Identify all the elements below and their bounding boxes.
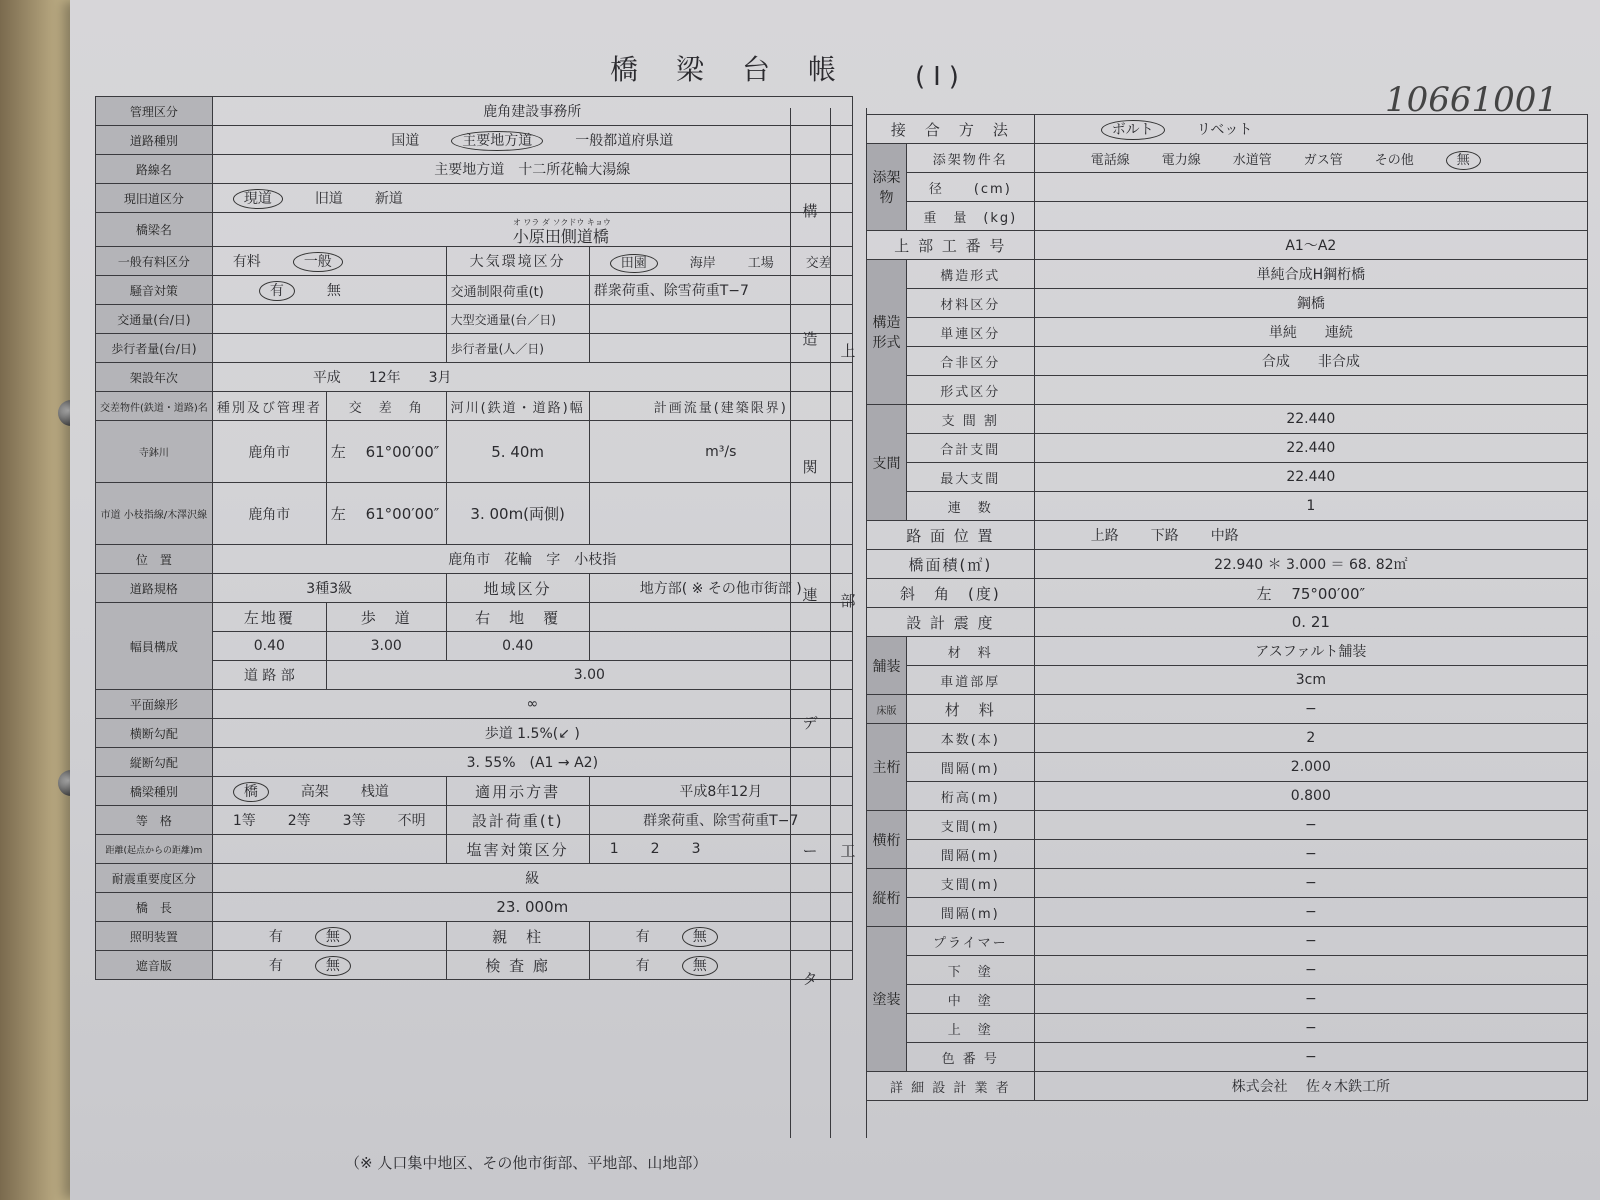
row-label: 車道部厚 bbox=[906, 666, 1034, 695]
designer-label: 詳 細 設 計 業 者 bbox=[867, 1072, 1035, 1101]
inspection-label: 検 査 廊 bbox=[446, 951, 589, 980]
option-label: 有 bbox=[268, 929, 283, 945]
row-value: 単純合成H鋼桁橋 bbox=[1034, 260, 1587, 289]
table-row bbox=[96, 806, 853, 835]
table-row bbox=[96, 334, 853, 363]
table-row bbox=[867, 956, 1588, 985]
row-value: 3cm bbox=[1034, 666, 1587, 695]
table-row bbox=[96, 421, 853, 483]
table-row bbox=[867, 869, 1588, 898]
table-row bbox=[96, 155, 853, 184]
table-row bbox=[867, 695, 1588, 724]
option-label: 無 bbox=[682, 956, 718, 976]
quake-class: 級 bbox=[212, 864, 852, 893]
table-row bbox=[96, 126, 853, 155]
area-value: 地方部( ※ その他市街部 ) bbox=[589, 574, 852, 603]
row-label: 幅員構成 bbox=[96, 603, 213, 690]
table-row bbox=[96, 719, 853, 748]
table-row bbox=[867, 1072, 1588, 1101]
page-title: 橋梁台帳 bbox=[610, 53, 875, 86]
option-label: 桟道 bbox=[360, 784, 389, 800]
table-row bbox=[867, 840, 1588, 869]
seismic-value: 0. 21 bbox=[1034, 608, 1587, 637]
row-value: − bbox=[1034, 898, 1587, 927]
row-label: 橋梁名 bbox=[96, 213, 213, 247]
option-label: 無 bbox=[315, 956, 351, 976]
table-row bbox=[96, 893, 853, 922]
cross-header: 交 差 角 bbox=[326, 392, 446, 421]
row-label: 管理区分 bbox=[96, 97, 213, 126]
table-row bbox=[96, 603, 853, 632]
handwritten-number: 10661001 bbox=[1385, 80, 1559, 120]
office-name: 鹿角建設事務所 bbox=[212, 97, 852, 126]
row-value: − bbox=[1034, 1043, 1587, 1072]
cross-flow: m³/s bbox=[589, 421, 852, 483]
bridge-type-options bbox=[212, 777, 446, 806]
width-value: 0.40 bbox=[212, 632, 326, 661]
joint-label: 接 合 方 法 bbox=[867, 115, 1035, 144]
row-label: 架設年次 bbox=[96, 363, 213, 392]
group-label: 縦桁 bbox=[867, 869, 907, 927]
row-value: 2 bbox=[1034, 724, 1587, 753]
designer-name: 株式会社 佐々木鉄工所 bbox=[1034, 1072, 1587, 1101]
table-row bbox=[867, 289, 1588, 318]
road-std: 3種3級 bbox=[212, 574, 446, 603]
cross-header: 河川(鉄道・道路)幅 bbox=[446, 392, 589, 421]
width-value: 3.00 bbox=[326, 632, 446, 661]
option-label: 水道管 bbox=[1232, 152, 1272, 168]
row-label: 支間(m) bbox=[906, 811, 1034, 840]
row-label: 間隔(m) bbox=[906, 753, 1034, 782]
road-name: 主要地方道 十二所花輪大湯線 bbox=[212, 155, 852, 184]
row-label: 横断勾配 bbox=[96, 719, 213, 748]
cross-slope: 歩道 1.5%(↙ ) bbox=[212, 719, 852, 748]
width-header: 左地覆 bbox=[212, 603, 326, 632]
table-row bbox=[867, 782, 1588, 811]
table-row bbox=[96, 483, 853, 545]
vertical-char: デ bbox=[802, 714, 818, 732]
cross-angle: 左 61°00′00″ bbox=[326, 483, 446, 545]
row-value: 22.440 bbox=[1034, 434, 1587, 463]
table-row bbox=[867, 115, 1588, 144]
group-label: 添架物 bbox=[867, 144, 907, 231]
table-row bbox=[96, 363, 853, 392]
row-value: 22.440 bbox=[1034, 405, 1587, 434]
table-row bbox=[867, 318, 1588, 347]
signal-options bbox=[212, 276, 446, 305]
width-header: 右 地 覆 bbox=[446, 603, 589, 632]
cross-manager: 鹿角市 bbox=[212, 421, 326, 483]
option-label: 田園 bbox=[610, 254, 658, 273]
location: 鹿角市 花輪 字 小枝指 bbox=[212, 545, 852, 574]
road-part-label: 道 路 部 bbox=[212, 661, 326, 690]
option-label: 現道 bbox=[233, 189, 283, 209]
row-label: 支 間 割 bbox=[906, 405, 1034, 434]
vertical-char: タ bbox=[802, 970, 818, 988]
row-label: 桁高(m) bbox=[906, 782, 1034, 811]
group-label: 構造形式 bbox=[867, 260, 907, 405]
cell bbox=[1034, 202, 1587, 231]
salt-label: 塩害対策区分 bbox=[446, 835, 589, 864]
row-value: 22.440 bbox=[1034, 463, 1587, 492]
table-row bbox=[96, 922, 853, 951]
option-label: 有料 bbox=[232, 254, 261, 270]
built-date: 平成 12年 3月 bbox=[212, 363, 852, 392]
attach-options bbox=[1034, 144, 1587, 173]
road-class-options bbox=[212, 126, 852, 155]
load-limit-value: 群衆荷重、除雪荷重T−7 bbox=[589, 276, 852, 305]
row-label: 道路規格 bbox=[96, 574, 213, 603]
row-label: 材 料 bbox=[906, 695, 1034, 724]
row-label: 下 塗 bbox=[906, 956, 1034, 985]
super-no: A1〜A2 bbox=[1034, 231, 1587, 260]
table-row bbox=[867, 1043, 1588, 1072]
spec-label: 適用示方書 bbox=[446, 777, 589, 806]
table-row bbox=[96, 690, 853, 719]
option-label: 海岸 bbox=[689, 255, 716, 271]
option-label: 2等 bbox=[287, 813, 311, 829]
row-label: 一般有料区分 bbox=[96, 247, 213, 276]
row-label: 間隔(m) bbox=[906, 840, 1034, 869]
table-row bbox=[867, 260, 1588, 289]
width-header: 歩 道 bbox=[326, 603, 446, 632]
cross-name: 寺鉢川 bbox=[96, 421, 213, 483]
vertical-label-superstructure bbox=[830, 340, 866, 1090]
table-row bbox=[867, 811, 1588, 840]
load-limit-label: 交通制限荷重(t) bbox=[446, 276, 589, 305]
table-row bbox=[96, 276, 853, 305]
option-label: 3等 bbox=[342, 813, 366, 829]
table-row bbox=[96, 864, 853, 893]
spec-value: 平成8年12月 bbox=[589, 777, 852, 806]
table-row bbox=[867, 898, 1588, 927]
table-row bbox=[867, 608, 1588, 637]
table-row bbox=[867, 202, 1588, 231]
option-label: 上路 bbox=[1090, 528, 1119, 544]
row-label: 構造形式 bbox=[906, 260, 1034, 289]
table-row bbox=[867, 1014, 1588, 1043]
option-label: 旧道 bbox=[314, 191, 343, 207]
cross-header: 計画流量(建築限界) bbox=[589, 392, 852, 421]
cross-width: 3. 00m(両側) bbox=[446, 483, 589, 545]
row-value: − bbox=[1034, 927, 1587, 956]
row-label: 合非区分 bbox=[906, 347, 1034, 376]
row-label: 材料区分 bbox=[906, 289, 1034, 318]
option-label: 電話線 bbox=[1090, 152, 1130, 168]
row-value: − bbox=[1034, 1014, 1587, 1043]
row-label: 間隔(m) bbox=[906, 898, 1034, 927]
option-label: 1 bbox=[609, 841, 619, 857]
vertical-char: 関 bbox=[802, 458, 818, 476]
row-value: − bbox=[1034, 956, 1587, 985]
table-row bbox=[867, 434, 1588, 463]
diameter-label: 径 (cm) bbox=[906, 173, 1034, 202]
attach-label: 添架物件名 bbox=[906, 144, 1034, 173]
weight-label: 重 量 (kg) bbox=[906, 202, 1034, 231]
table-row bbox=[96, 97, 853, 126]
lighting-options bbox=[212, 922, 446, 951]
option-label: 中路 bbox=[1210, 528, 1239, 544]
row-label: 形式区分 bbox=[906, 376, 1034, 405]
option-label: 一般都道府県道 bbox=[575, 133, 674, 149]
table-row bbox=[867, 521, 1588, 550]
table-row bbox=[96, 777, 853, 806]
row-label: 橋 長 bbox=[96, 893, 213, 922]
table-row bbox=[96, 574, 853, 603]
row-value: − bbox=[1034, 840, 1587, 869]
option-label: 無 bbox=[315, 927, 351, 947]
option-label: 2 bbox=[650, 841, 660, 857]
road-part-value: 3.00 bbox=[326, 661, 852, 690]
row-label: 橋梁種別 bbox=[96, 777, 213, 806]
cross-name: 市道 小枝指線/木澤沢線 bbox=[96, 483, 213, 545]
table-row bbox=[96, 184, 853, 213]
table-row bbox=[867, 579, 1588, 608]
vertical-char: ー bbox=[802, 842, 818, 860]
row-label: 色 番 号 bbox=[906, 1043, 1034, 1072]
table-row bbox=[867, 463, 1588, 492]
bridge-name-cell bbox=[212, 213, 852, 247]
row-label: 歩行者量(台/日) bbox=[96, 334, 213, 363]
row-label: 現旧道区分 bbox=[96, 184, 213, 213]
table-row bbox=[867, 144, 1588, 173]
divider-line bbox=[790, 108, 791, 1138]
option-label: 無 bbox=[326, 283, 341, 299]
cross-angle: 左 61°00′00″ bbox=[326, 421, 446, 483]
cell bbox=[1034, 173, 1587, 202]
option-label: 電力線 bbox=[1161, 152, 1201, 168]
option-label: 工場 bbox=[747, 255, 774, 271]
option-label: 不明 bbox=[397, 813, 426, 829]
row-label: 平面線形 bbox=[96, 690, 213, 719]
row-label: 交通量(台/日) bbox=[96, 305, 213, 334]
row-label: 交差物件(鉄道・道路)名 bbox=[96, 392, 213, 421]
sign-options bbox=[212, 951, 446, 980]
page-title-suffix: (I) bbox=[915, 62, 967, 92]
table-row bbox=[867, 724, 1588, 753]
row-label: 位 置 bbox=[96, 545, 213, 574]
table-row bbox=[867, 231, 1588, 260]
group-label: 塗装 bbox=[867, 927, 907, 1072]
cell bbox=[212, 334, 446, 363]
cell bbox=[212, 305, 446, 334]
option-label: 3 bbox=[691, 841, 701, 857]
row-label: 耐震重要度区分 bbox=[96, 864, 213, 893]
row-value: 2.000 bbox=[1034, 753, 1587, 782]
oyabashira-label: 親 柱 bbox=[446, 922, 589, 951]
table-row bbox=[96, 305, 853, 334]
option-label: 1等 bbox=[232, 813, 256, 829]
option-label: 新道 bbox=[374, 191, 403, 207]
row-label: 縦断勾配 bbox=[96, 748, 213, 777]
bridge-length: 23. 000m bbox=[212, 893, 852, 922]
row-label: 材 料 bbox=[906, 637, 1034, 666]
skew-value: 左 75°00′00″ bbox=[1034, 579, 1587, 608]
table-row bbox=[867, 637, 1588, 666]
option-label: 主要地方道 bbox=[451, 131, 543, 151]
option-label: 交差 bbox=[805, 255, 832, 271]
row-label: 上 塗 bbox=[906, 1014, 1034, 1043]
table-row bbox=[96, 748, 853, 777]
cross-width: 5. 40m bbox=[446, 421, 589, 483]
row-label: 照明装置 bbox=[96, 922, 213, 951]
bridge-ruby: オ ワラ ダ ソクドウ キョウ bbox=[512, 217, 611, 227]
row-label: 本数(本) bbox=[906, 724, 1034, 753]
width-value: 0.40 bbox=[446, 632, 589, 661]
table-row bbox=[867, 927, 1588, 956]
row-value: 鋼橋 bbox=[1034, 289, 1587, 318]
surface-pos-options bbox=[1034, 521, 1587, 550]
row-value: − bbox=[1034, 695, 1587, 724]
option-label: 橋 bbox=[233, 782, 269, 802]
table-row bbox=[96, 392, 853, 421]
row-label: 最大支間 bbox=[906, 463, 1034, 492]
table-row bbox=[867, 173, 1588, 202]
row-value: − bbox=[1034, 985, 1587, 1014]
option-label: 有 bbox=[635, 958, 650, 974]
option-label: 一般 bbox=[293, 252, 343, 272]
design-load-label: 設計荷重(t) bbox=[446, 806, 589, 835]
group-label: 支間 bbox=[867, 405, 907, 521]
option-label: 国道 bbox=[391, 133, 420, 149]
table-row bbox=[96, 835, 853, 864]
area-label: 橋面積(㎡) bbox=[867, 550, 1035, 579]
row-label: 路線名 bbox=[96, 155, 213, 184]
footnote: （※ 人口集中地区、その他市街部、平地部、山地部） bbox=[345, 1154, 708, 1172]
option-label: その他 bbox=[1374, 152, 1414, 168]
table-row bbox=[867, 347, 1588, 376]
super-no-label: 上 部 工 番 号 bbox=[867, 231, 1035, 260]
option-label: 無 bbox=[1446, 151, 1481, 170]
joint-options bbox=[1034, 115, 1587, 144]
road-state-options bbox=[212, 184, 852, 213]
area-label: 地域区分 bbox=[446, 574, 589, 603]
option-label: ガス管 bbox=[1303, 152, 1343, 168]
group-label: 主桁 bbox=[867, 724, 907, 811]
option-label: 有 bbox=[635, 929, 650, 945]
option-label: 有 bbox=[259, 281, 295, 301]
row-value: 0.800 bbox=[1034, 782, 1587, 811]
toll-options bbox=[212, 247, 446, 276]
option-label: 有 bbox=[268, 958, 283, 974]
table-row bbox=[867, 666, 1588, 695]
row-label: 連 数 bbox=[906, 492, 1034, 521]
left-table bbox=[95, 96, 853, 980]
row-value: 単純 連続 bbox=[1034, 318, 1587, 347]
row-value: 合成 非合成 bbox=[1034, 347, 1587, 376]
seismic-label: 設 計 震 度 bbox=[867, 608, 1035, 637]
option-label: リベット bbox=[1196, 122, 1253, 138]
row-label: プライマー bbox=[906, 927, 1034, 956]
row-label: 合計支間 bbox=[906, 434, 1034, 463]
row-label: 支間(m) bbox=[906, 869, 1034, 898]
row-value bbox=[1034, 376, 1587, 405]
pedestrian-label: 歩行者量(人／日) bbox=[446, 334, 589, 363]
table-row bbox=[96, 213, 853, 247]
cross-header: 種別及び管理者 bbox=[212, 392, 326, 421]
table-row bbox=[96, 247, 853, 276]
vertical-char: 部 bbox=[840, 592, 856, 610]
vertical-char: 造 bbox=[802, 330, 818, 348]
big-traffic-label: 大型交通量(台／日) bbox=[446, 305, 589, 334]
row-label: 距離(起点からの距離)m bbox=[96, 835, 213, 864]
row-label: 中 塗 bbox=[906, 985, 1034, 1014]
table-row bbox=[867, 376, 1588, 405]
table-row bbox=[867, 985, 1588, 1014]
row-value: アスファルト舗装 bbox=[1034, 637, 1587, 666]
area-value: 22.940 ＊ 3.000 ＝ 68. 82㎡ bbox=[1034, 550, 1587, 579]
bridge-name: 小原田側道橋 bbox=[512, 226, 609, 246]
row-value: 1 bbox=[1034, 492, 1587, 521]
table-row bbox=[867, 550, 1588, 579]
env-label: 大気環境区分 bbox=[446, 247, 589, 276]
row-label: 道路種別 bbox=[96, 126, 213, 155]
table-row bbox=[867, 405, 1588, 434]
option-label: ボルト bbox=[1101, 120, 1165, 140]
cross-manager: 鹿角市 bbox=[212, 483, 326, 545]
option-label: 無 bbox=[682, 927, 718, 947]
group-label: 舗装 bbox=[867, 637, 907, 695]
row-label: 騒音対策 bbox=[96, 276, 213, 305]
option-label: 高架 bbox=[300, 784, 329, 800]
group-label: 横桁 bbox=[867, 811, 907, 869]
surface-pos-label: 路 面 位 置 bbox=[867, 521, 1035, 550]
long-slope: 3. 55% (A1 → A2) bbox=[212, 748, 852, 777]
option-label: 下路 bbox=[1150, 528, 1179, 544]
table-row bbox=[867, 492, 1588, 521]
row-value: − bbox=[1034, 811, 1587, 840]
row-label: 単連区分 bbox=[906, 318, 1034, 347]
table-row bbox=[96, 951, 853, 980]
row-label: 等 格 bbox=[96, 806, 213, 835]
group-label: 床版 bbox=[867, 695, 907, 724]
row-value: − bbox=[1034, 869, 1587, 898]
vertical-char: 工 bbox=[840, 842, 856, 860]
right-table bbox=[866, 114, 1588, 1101]
design-load-value: 群衆荷重、除雪荷重T−7 bbox=[589, 806, 852, 835]
skew-label: 斜 角 (度) bbox=[867, 579, 1035, 608]
vertical-char: 上 bbox=[840, 342, 856, 360]
vertical-char: 構 bbox=[802, 202, 818, 220]
table-row bbox=[96, 545, 853, 574]
plan-curve: ∞ bbox=[212, 690, 852, 719]
table-row bbox=[867, 753, 1588, 782]
grade-options bbox=[212, 806, 446, 835]
cell bbox=[212, 835, 446, 864]
vertical-label-structure-data bbox=[792, 200, 828, 1096]
row-label: 遮音版 bbox=[96, 951, 213, 980]
vertical-char: 連 bbox=[802, 586, 818, 604]
